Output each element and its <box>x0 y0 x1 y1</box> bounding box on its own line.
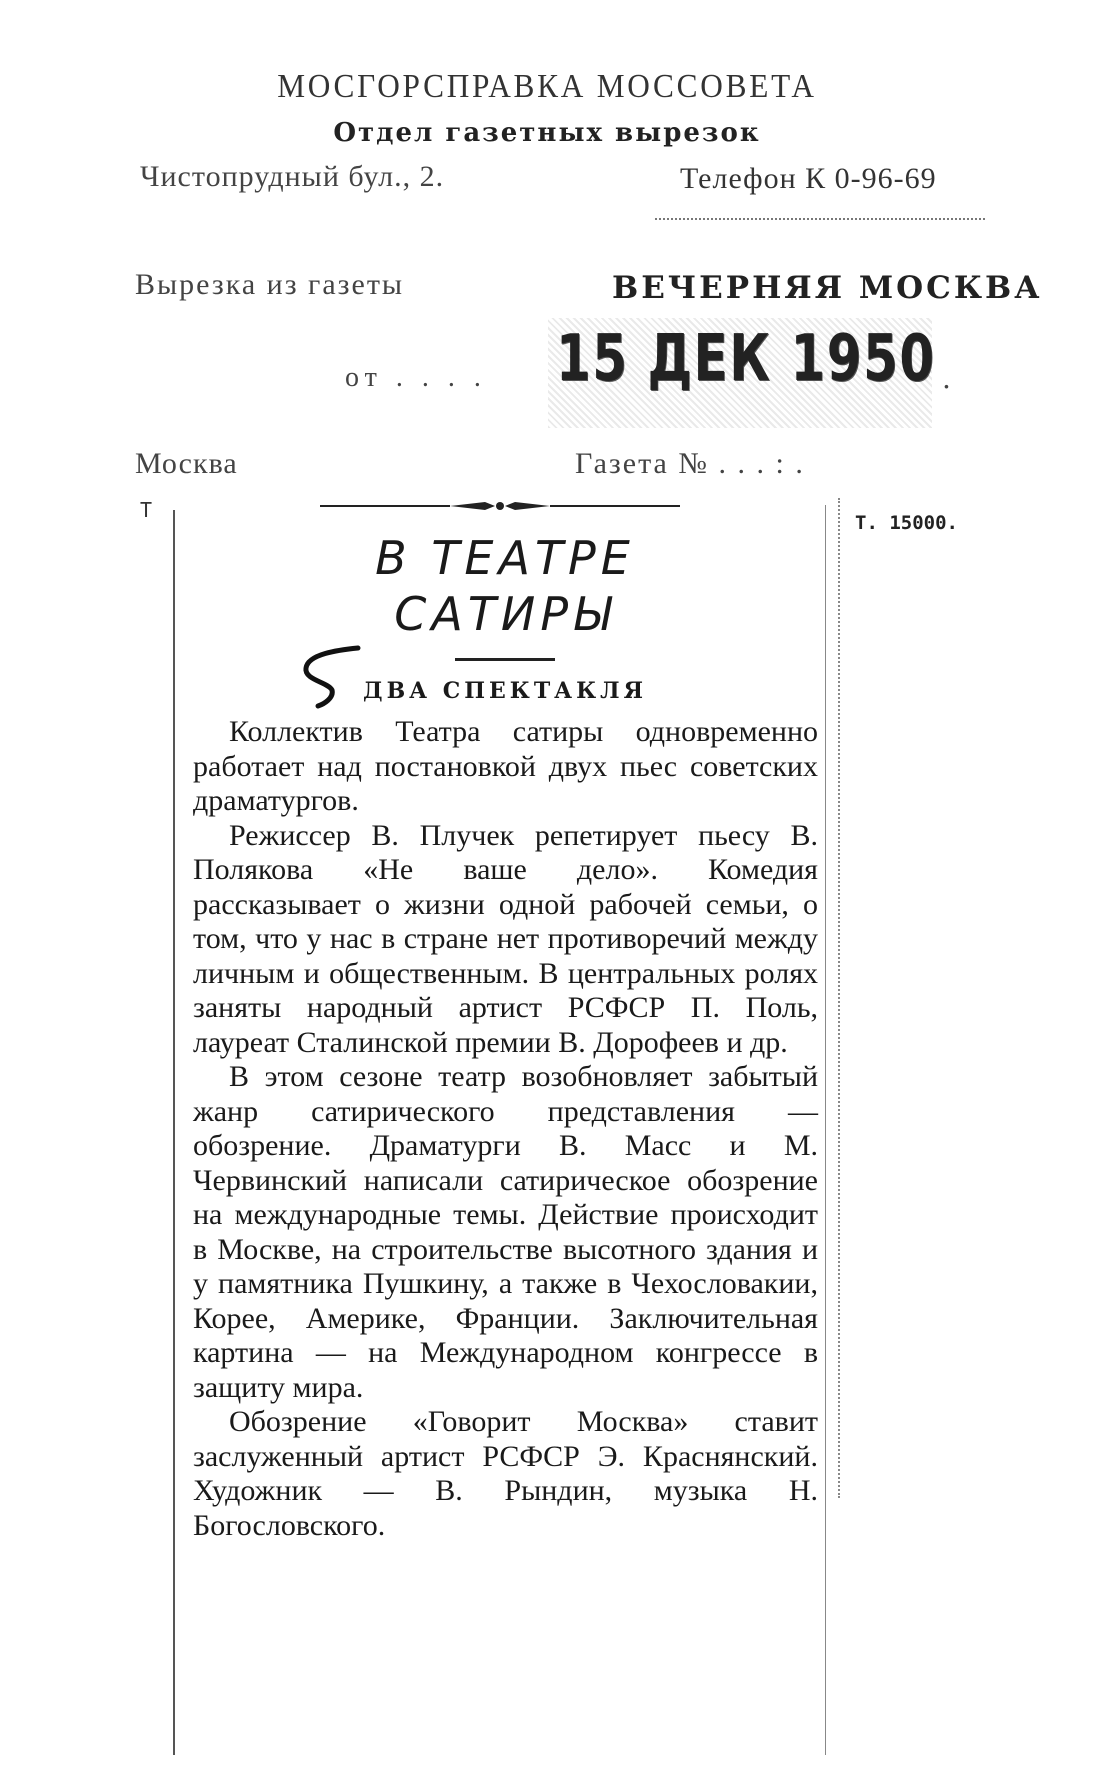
column-rule-right <box>825 505 826 1755</box>
newspaper-number-label: Газета № . . . : . <box>575 447 805 480</box>
article-paragraph: Обозрение «Говорит Москва» ставит заслуженный артист РСФСР Э. Краснянский. Художник — В. Рындин, музыка Н. Богословского. <box>193 1405 818 1542</box>
article-paragraph: В этом сезоне театр возобновляет забытый жанр сатирического представления — обозрение. Драматурги В. Масс и М. Червинский написали сатирическое обозрение на международные темы. Действие происходит в Москве, на строительстве высотного здания и у памятника Пушкину, а также в Чехословакии, Корее, Америке, Франции. Заключительная картина — на Международном конгрессе в защиту мира. <box>193 1060 818 1404</box>
left-margin-mark: Т <box>140 498 153 522</box>
ornamental-rule-icon <box>320 501 680 511</box>
margin-dotted-rule <box>838 498 840 1498</box>
article-body <box>193 715 818 1543</box>
title-underline <box>455 658 555 661</box>
bureau-address: Чистопрудный бул., 2. <box>140 160 445 193</box>
clipping-label: Вырезка из газеты <box>135 268 405 301</box>
date-from-label: от . . . . <box>345 362 487 393</box>
date-stamp: 15 ДЕК 1950 <box>556 322 936 396</box>
department-name: Отдел газетных вырезок <box>333 118 761 148</box>
article-paragraph: Режиссер В. Плучек репетирует пьесу В. Полякова «Не ваше дело». Комедия рассказывает о жизни одной рабочей семьи, о том, что у нас в стране нет противоречий между личным и общественным. В центральных ролях заняты народный артист РСФСР П. Поль, лауреат Сталинской премии В. Дорофеев и др. <box>193 818 818 1059</box>
newspaper-name: ВЕЧЕРНЯЯ МОСКВА <box>612 270 1043 306</box>
article-title-line-1: В ТЕАТРЕ <box>375 531 635 585</box>
article-subheading: ДВА СПЕКТАКЛЯ <box>363 678 647 704</box>
header-divider <box>655 218 985 220</box>
circulation-mark: Т. 15000. <box>855 512 958 534</box>
city-label: Москва <box>135 447 238 480</box>
bureau-phone: Телефон К 0-96-69 <box>680 162 937 195</box>
article-title-line-2: САТИРЫ <box>394 587 616 641</box>
bureau-title: МОСГОРСПРАВКА МОССОВЕТА <box>277 68 817 105</box>
article-paragraph: Коллектив Театра сатиры одновременно работает над постановкой двух пьес советских драматургов. <box>193 715 818 817</box>
date-trailing-dot: . <box>942 362 951 395</box>
column-rule-left <box>173 510 175 1755</box>
article-title <box>185 530 825 642</box>
